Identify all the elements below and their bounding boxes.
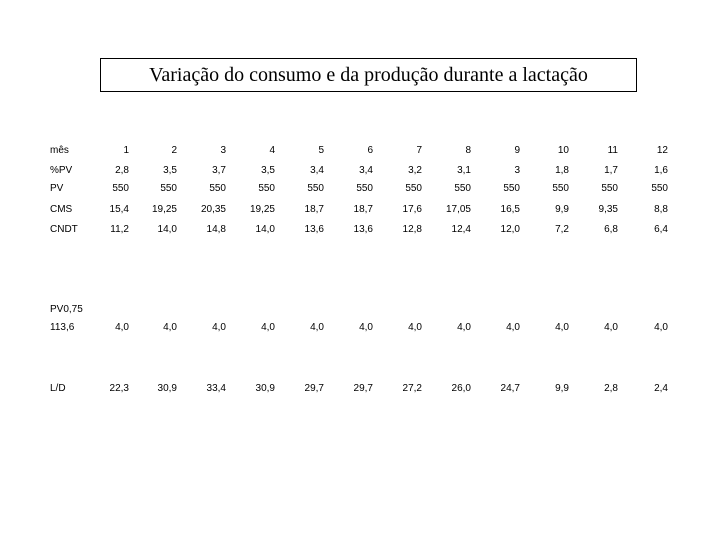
table-cell: 16,5 bbox=[500, 204, 520, 215]
table-cell: 550 bbox=[112, 183, 129, 194]
table-row bbox=[0, 164, 720, 178]
table-cell: 2,8 bbox=[604, 383, 618, 394]
table-cell: 550 bbox=[209, 183, 226, 194]
table-cell: 22,3 bbox=[109, 383, 129, 394]
table-cell: 12,0 bbox=[500, 224, 520, 235]
table-cell: 9,35 bbox=[598, 204, 618, 215]
table-cell: 550 bbox=[307, 183, 324, 194]
table-cell: 4,0 bbox=[408, 322, 422, 333]
row-label: PV bbox=[50, 183, 64, 194]
row-label: CNDT bbox=[50, 224, 78, 235]
table-cell: 6,4 bbox=[654, 224, 668, 235]
table-cell: 550 bbox=[356, 183, 373, 194]
table-cell: 27,2 bbox=[402, 383, 422, 394]
table-cell: 7,2 bbox=[555, 224, 569, 235]
row-label: mês bbox=[50, 145, 69, 156]
table-cell: 9,9 bbox=[555, 383, 569, 394]
table-cell: 7 bbox=[416, 145, 422, 156]
table-cell: 12 bbox=[656, 145, 668, 156]
table-cell: 19,25 bbox=[151, 204, 177, 215]
table-cell: 15,4 bbox=[109, 204, 129, 215]
table-cell: 10 bbox=[557, 145, 569, 156]
table-cell: 8 bbox=[465, 145, 471, 156]
table-cell: 24,7 bbox=[500, 383, 520, 394]
table-cell: 3,5 bbox=[261, 165, 275, 176]
table-cell: 1,8 bbox=[555, 165, 569, 176]
table-cell: 4,0 bbox=[506, 322, 520, 333]
table-cell: 4,0 bbox=[212, 322, 226, 333]
page-title: Variação do consumo e da produção durante a lactação bbox=[100, 58, 637, 92]
table-cell: 550 bbox=[258, 183, 275, 194]
table-cell: 550 bbox=[160, 183, 177, 194]
table-cell: 1,7 bbox=[604, 165, 618, 176]
table-cell: 6,8 bbox=[604, 224, 618, 235]
table-cell: 6 bbox=[367, 145, 373, 156]
table-cell: 4,0 bbox=[654, 322, 668, 333]
table-row bbox=[0, 303, 720, 317]
table-cell: 4,0 bbox=[163, 322, 177, 333]
table-cell: 4,0 bbox=[359, 322, 373, 333]
table-cell: 4,0 bbox=[310, 322, 324, 333]
table-cell: 1 bbox=[123, 145, 129, 156]
table-cell: 550 bbox=[454, 183, 471, 194]
table-cell: 11 bbox=[607, 145, 618, 156]
table-cell: 18,7 bbox=[304, 204, 324, 215]
table-cell: 4,0 bbox=[261, 322, 275, 333]
table-cell: 11,2 bbox=[110, 224, 129, 235]
table-cell: 3,7 bbox=[212, 165, 226, 176]
table-cell: 3,2 bbox=[408, 165, 422, 176]
row-label: 113,6 bbox=[50, 322, 75, 333]
table-cell: 20,35 bbox=[200, 204, 226, 215]
table-cell: 29,7 bbox=[304, 383, 324, 394]
table-cell: 550 bbox=[503, 183, 520, 194]
table-cell: 8,8 bbox=[654, 204, 668, 215]
table-cell: 17,05 bbox=[445, 204, 471, 215]
table-cell: 30,9 bbox=[157, 383, 177, 394]
table-row bbox=[0, 144, 720, 158]
table-cell: 550 bbox=[601, 183, 618, 194]
table-cell: 3 bbox=[220, 145, 226, 156]
table-cell: 17,6 bbox=[402, 204, 422, 215]
table-row bbox=[0, 223, 720, 237]
table-cell: 2 bbox=[171, 145, 177, 156]
table-cell: 2,4 bbox=[654, 383, 668, 394]
table-cell: 12,4 bbox=[451, 224, 471, 235]
table-cell: 4,0 bbox=[604, 322, 618, 333]
table-cell: 3,5 bbox=[163, 165, 177, 176]
table-cell: 5 bbox=[318, 145, 324, 156]
table-cell: 13,6 bbox=[304, 224, 324, 235]
table-cell: 4 bbox=[269, 145, 275, 156]
table-cell: 3,4 bbox=[359, 165, 373, 176]
table-row bbox=[0, 203, 720, 217]
table-cell: 3,4 bbox=[310, 165, 324, 176]
table-row bbox=[0, 321, 720, 335]
table-cell: 14,0 bbox=[255, 224, 275, 235]
table-cell: 33,4 bbox=[206, 383, 226, 394]
table-cell: 3 bbox=[514, 165, 520, 176]
table-cell: 550 bbox=[552, 183, 569, 194]
table-cell: 30,9 bbox=[255, 383, 275, 394]
table-cell: 9,9 bbox=[555, 204, 569, 215]
table-cell: 550 bbox=[405, 183, 422, 194]
table-cell: 29,7 bbox=[353, 383, 373, 394]
table-cell: 4,0 bbox=[457, 322, 471, 333]
table-cell: 19,25 bbox=[249, 204, 275, 215]
table-cell: 2,8 bbox=[115, 165, 129, 176]
table-cell: 9 bbox=[514, 145, 520, 156]
row-label: %PV bbox=[50, 165, 73, 176]
table-cell: 13,6 bbox=[353, 224, 373, 235]
table-cell: 4,0 bbox=[115, 322, 129, 333]
table-cell: 1,6 bbox=[654, 165, 668, 176]
table-cell: 26,0 bbox=[451, 383, 471, 394]
table-cell: 14,8 bbox=[206, 224, 226, 235]
row-label: CMS bbox=[50, 204, 73, 215]
table-cell: 12,8 bbox=[402, 224, 422, 235]
table-row bbox=[0, 182, 720, 196]
table-row bbox=[0, 382, 720, 396]
table-cell: 3,1 bbox=[457, 165, 471, 176]
table-cell: 18,7 bbox=[353, 204, 373, 215]
table-cell: 4,0 bbox=[555, 322, 569, 333]
table-cell: 550 bbox=[651, 183, 668, 194]
row-label: L/D bbox=[50, 383, 66, 394]
row-label: PV0,75 bbox=[50, 304, 83, 315]
table-cell: 14,0 bbox=[157, 224, 177, 235]
